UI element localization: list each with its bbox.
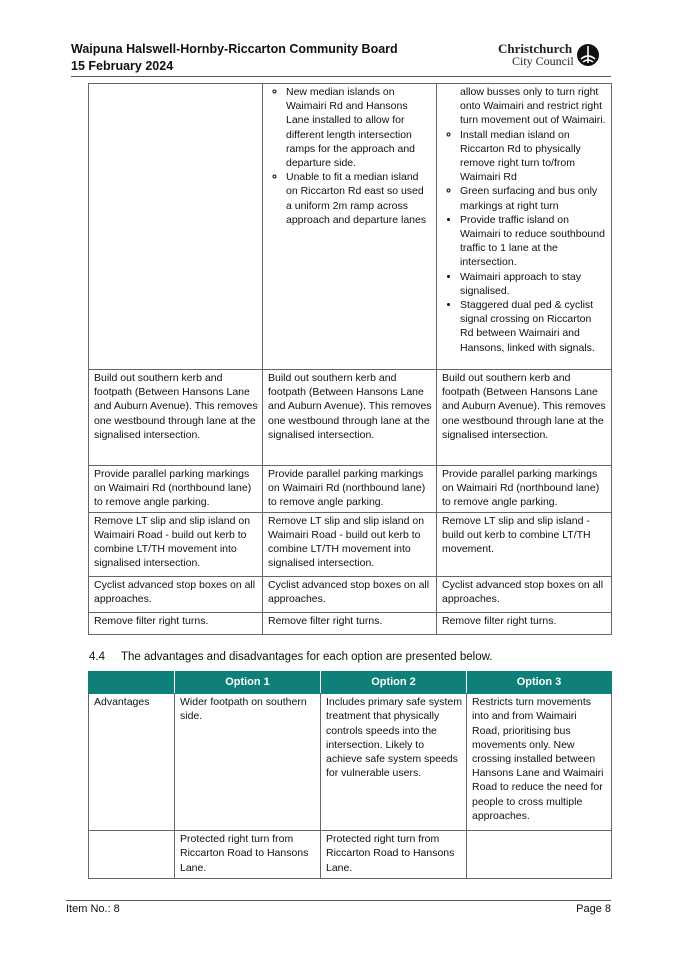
table-cell: Remove filter right turns. bbox=[263, 612, 437, 634]
table-cell bbox=[263, 84, 437, 370]
table-row bbox=[89, 694, 612, 831]
bullet-list bbox=[442, 128, 607, 213]
header-cell-option-2: Option 2 bbox=[321, 672, 467, 694]
list-item-continuation: allow busses only to turn right onto Waimairi and restrict right turn movement out of Waimairi. bbox=[460, 86, 606, 127]
table-row bbox=[89, 576, 612, 612]
table-row bbox=[89, 612, 612, 634]
list-item: • Provide traffic island on Waimairi to reduce southbound traffic to 1 lane at the intersection. bbox=[460, 213, 607, 270]
table-cell bbox=[89, 831, 175, 879]
header-cell-option-3: Option 3 bbox=[467, 672, 612, 694]
table-cell: Remove filter right turns. bbox=[437, 612, 612, 634]
logo-mark-icon bbox=[576, 43, 600, 67]
table-cell: Cyclist advanced stop boxes on all approaches. bbox=[89, 576, 263, 612]
footer-page-number: Page 8 bbox=[576, 903, 611, 915]
table-cell: Remove LT slip and slip island on Waimairi Road - build out kerb to combine LT/TH movement into signalised intersection. bbox=[89, 512, 263, 576]
table-row bbox=[89, 831, 612, 879]
table-cell: Protected right turn from Riccarton Road to Hansons Lane. bbox=[175, 831, 321, 879]
header-cell-option-1: Option 1 bbox=[175, 672, 321, 694]
table-row bbox=[89, 84, 612, 370]
board-name: Waipuna Halswell-Hornby-Riccarton Community Board bbox=[71, 42, 398, 56]
section-number: 4.4 bbox=[89, 651, 105, 663]
table-cell: Remove LT slip and slip island on Waimairi Road - build out kerb to combine LT/TH movement into signalised intersection. bbox=[263, 512, 437, 576]
table-cell bbox=[437, 84, 612, 370]
table-cell: Includes primary safe system treatment that physically controls speeds into the intersection. Likely to achieve safe system speeds for vulnerable users. bbox=[321, 694, 467, 831]
table-row bbox=[89, 466, 612, 513]
table-cell: Provide parallel parking markings on Waimairi Rd (northbound lane) to remove angle parking. bbox=[263, 466, 437, 513]
header-cell-blank bbox=[89, 672, 175, 694]
table-cell: Build out southern kerb and footpath (Between Hansons Lane and Auburn Avenue). This removes one westbound through lane at the signalised intersection. bbox=[89, 370, 263, 466]
logo-text-christchurch: Christchurch bbox=[498, 41, 573, 56]
table-cell: Provide parallel parking markings on Waimairi Rd (northbound lane) to remove angle parking. bbox=[89, 466, 263, 513]
table-cell: Remove LT slip and slip island - build out kerb to combine LT/TH movement. bbox=[437, 512, 612, 576]
table-cell: Wider footpath on southern side. bbox=[175, 694, 321, 831]
table-cell: Provide parallel parking markings on Waimairi Rd (northbound lane) to remove angle parking. bbox=[437, 466, 612, 513]
footer-divider bbox=[66, 900, 611, 901]
section-4-4 bbox=[89, 650, 492, 665]
section-text: The advantages and disadvantages for each option are presented below. bbox=[121, 651, 493, 663]
table-cell: Cyclist advanced stop boxes on all approaches. bbox=[437, 576, 612, 612]
table-cell: Build out southern kerb and footpath (Between Hansons Lane and Auburn Avenue). This removes one westbound through lane at the signalised intersection. bbox=[263, 370, 437, 466]
table-cell bbox=[467, 831, 612, 879]
list-item: ◦ Green surfacing and bus only markings at right turn bbox=[460, 184, 607, 212]
logo-text-city-council: City Council bbox=[512, 54, 574, 68]
table-cell: Protected right turn from Riccarton Road to Hansons Lane. bbox=[321, 831, 467, 879]
page-header-title bbox=[71, 41, 398, 75]
table-cell: Restricts turn movements into and from Waimairi Road, prioritising bus movements only. New crossing installed between Hansons Lane and Waimairi Road to reduce the need for people to cross multiple approaches. bbox=[467, 694, 612, 831]
table-row bbox=[89, 512, 612, 576]
header-divider bbox=[71, 76, 611, 77]
table-cell: Build out southern kerb and footpath (Between Hansons Lane and Auburn Avenue). This removes one westbound through lane at the signalised intersection. bbox=[437, 370, 612, 466]
list-item: ◦ Unable to fit a median island on Riccarton Rd east so used a uniform 2m ramp across approach and departure lanes bbox=[286, 170, 432, 227]
list-item: ◦ New median islands on Waimairi Rd and Hansons Lane installed to allow for different length intersection ramps for the approach and departure side. bbox=[286, 85, 432, 170]
footer-item-number: Item No.: 8 bbox=[66, 903, 120, 915]
list-item: ◦ Install median island on Riccarton Rd to physically remove right turn to/from Waimairi Rd bbox=[460, 128, 607, 185]
options-comparison-table bbox=[88, 83, 612, 635]
meeting-date: 15 February 2024 bbox=[71, 59, 174, 73]
table-cell: Advantages bbox=[89, 694, 175, 831]
bullet-list bbox=[268, 85, 432, 227]
advantages-table bbox=[88, 671, 612, 879]
table-cell: Remove filter right turns. bbox=[89, 612, 263, 634]
table-row bbox=[89, 370, 612, 466]
bullet-list bbox=[442, 213, 607, 355]
list-item: • Staggered dual ped & cyclist signal crossing on Riccarton Rd between Waimairi and Hansons, linked with signals. bbox=[460, 298, 607, 355]
table-cell bbox=[89, 84, 263, 370]
table-header-row bbox=[89, 672, 612, 694]
list-item: • Waimairi approach to stay signalised. bbox=[460, 270, 607, 298]
council-logo bbox=[498, 42, 602, 68]
table-cell: Cyclist advanced stop boxes on all approaches. bbox=[263, 576, 437, 612]
